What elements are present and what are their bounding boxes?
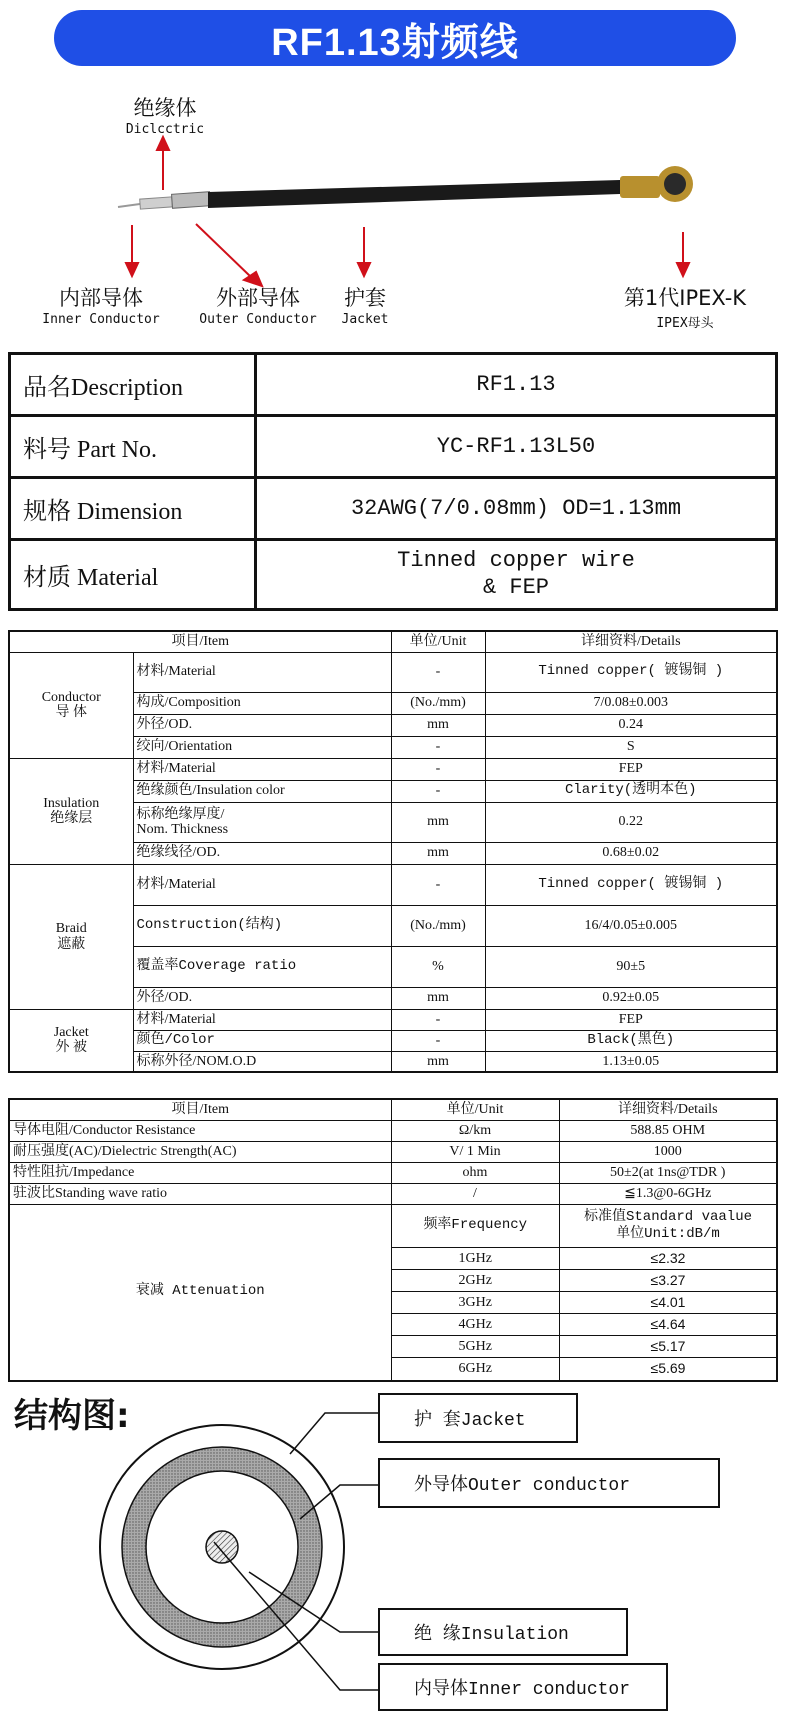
table-cell: 遮蔽 <box>57 936 86 952</box>
label-box-inner-conductor: 内导体Inner conductor <box>378 1663 668 1711</box>
table-cell: / <box>391 1183 559 1204</box>
table-cell: mm <box>391 987 485 1009</box>
table-cell: 材质 Material <box>10 540 256 610</box>
table-cell: 内部导体 <box>59 286 143 310</box>
table-cell: - <box>391 864 485 905</box>
table-cell: (No./mm) <box>391 905 485 946</box>
table-cell: - <box>391 758 485 780</box>
table-cell: 绝缘体 <box>133 96 197 120</box>
table-cell: 详细资料/Details <box>559 1099 777 1120</box>
table-cell: Outer Conductor <box>199 312 317 327</box>
table-cell: 16/4/0.05±0.005 <box>485 905 777 946</box>
table-cell: - <box>391 1009 485 1030</box>
label-jacket <box>330 282 400 327</box>
attenuation-table <box>392 1205 777 1380</box>
table-cell: - <box>391 652 485 692</box>
label-box-insulation: 绝 缘Insulation <box>378 1608 628 1656</box>
table-cell: 外径/OD. <box>133 987 391 1009</box>
table-cell: ≤5.69 <box>560 1358 777 1380</box>
table-cell: 耐压强度(AC)/Dielectric Strength(AC) <box>9 1141 391 1162</box>
table-cell: % <box>391 946 485 987</box>
electrical-table <box>8 1098 778 1382</box>
table-cell: IPEX母头 <box>656 316 714 331</box>
table-cell: Tinned copper wire <box>397 548 635 574</box>
table-cell: mm <box>391 714 485 736</box>
table-cell: 规格 Dimension <box>10 478 256 540</box>
table-cell: Jacket <box>341 312 389 327</box>
table-cell: 0.92±0.05 <box>485 987 777 1009</box>
table-cell: 7/0.08±0.003 <box>485 692 777 714</box>
page-title: RF1.13射频线 <box>271 21 519 64</box>
table-cell: Black(黑色) <box>485 1030 777 1051</box>
table-cell: ≤4.64 <box>560 1314 777 1336</box>
table-cell: RF1.13 <box>256 354 777 416</box>
table-cell: 单位Unit:dB/m <box>616 1225 720 1242</box>
spec-table <box>8 630 778 1073</box>
table-cell: 单位/Unit <box>391 631 485 652</box>
label-box-outer-conductor: 外导体Outer conductor <box>378 1458 720 1508</box>
table-row <box>10 354 777 416</box>
table-cell: ≤4.01 <box>560 1292 777 1314</box>
table-cell: V/ 1 Min <box>391 1141 559 1162</box>
label-outer-conductor <box>188 282 328 327</box>
label-dielectric <box>110 92 220 137</box>
table-cell: ≤3.27 <box>560 1270 777 1292</box>
table-cell: 绝缘线径/OD. <box>133 842 391 864</box>
table-cell: 外部导体 <box>216 286 300 310</box>
table-cell: 588.85 OHM <box>559 1120 777 1141</box>
attenuation-label: 衰减 Attenuation <box>9 1204 391 1381</box>
table-cell: 0.68±0.02 <box>485 842 777 864</box>
table-cell: S <box>485 736 777 758</box>
table-cell: 特性阻抗/Impedance <box>9 1162 391 1183</box>
table-cell: 品名Description <box>10 354 256 416</box>
table-cell: Construction(结构) <box>133 905 391 946</box>
table-cell: - <box>391 736 485 758</box>
table-cell: (No./mm) <box>391 692 485 714</box>
table-cell: mm <box>391 1051 485 1072</box>
table-cell: 颜色/Color <box>133 1030 391 1051</box>
table-cell: 50±2(at 1ns@TDR ) <box>559 1162 777 1183</box>
table-cell: 构成/Composition <box>133 692 391 714</box>
table-cell: 0.22 <box>485 802 777 842</box>
table-cell: 3GHz <box>392 1292 560 1314</box>
table-row <box>10 540 777 610</box>
table-cell: 第1代IPEX-K <box>623 286 747 310</box>
table-cell: 导 体 <box>55 705 87 720</box>
table-cell: Ω/km <box>391 1120 559 1141</box>
table-cell: 覆盖率Coverage ratio <box>133 946 391 987</box>
table-cell: 材料/Material <box>133 1009 391 1030</box>
table-row <box>10 416 777 478</box>
table-cell: ≤2.32 <box>560 1248 777 1270</box>
table-cell: mm <box>391 802 485 842</box>
table-cell: FEP <box>485 758 777 780</box>
table-cell: Insulation <box>43 795 100 811</box>
table-cell: - <box>391 780 485 802</box>
table-cell: Braid <box>55 921 87 937</box>
table-cell: YC-RF1.13L50 <box>256 416 777 478</box>
table-cell: mm <box>391 842 485 864</box>
table-cell: Clarity(透明本色) <box>485 780 777 802</box>
table-cell: ohm <box>391 1162 559 1183</box>
table-cell: Nom. Thickness <box>136 822 229 837</box>
table-cell: 1GHz <box>392 1248 560 1270</box>
structure-title: 结构图: <box>14 1396 130 1436</box>
table-cell: 0.24 <box>485 714 777 736</box>
table-cell: ≤5.17 <box>560 1336 777 1358</box>
table-cell: 1.13±0.05 <box>485 1051 777 1072</box>
title-banner <box>54 10 736 66</box>
label-connector <box>610 282 760 331</box>
table-cell: 项目/Item <box>9 1099 391 1120</box>
table-header-row <box>9 631 777 652</box>
table-cell: Conductor <box>41 689 101 705</box>
table-cell: Diclcctric <box>125 122 205 137</box>
table-cell: - <box>391 1030 485 1051</box>
table-cell: 材料/Material <box>133 758 391 780</box>
table-cell: 外 被 <box>55 1040 87 1056</box>
summary-table <box>8 352 778 611</box>
table-cell: Jacket <box>53 1024 89 1040</box>
table-cell: Inner Conductor <box>42 312 160 327</box>
table-cell: Tinned copper( 镀锡铜 ) <box>485 652 777 692</box>
table-cell: 标称绝缘厚度/ <box>136 806 225 822</box>
table-cell: 详细资料/Details <box>485 631 777 652</box>
table-cell: FEP <box>485 1009 777 1030</box>
table-cell: 90±5 <box>485 946 777 987</box>
table-cell: ≦1.3@0-6GHz <box>559 1183 777 1204</box>
table-cell: 频率Frequency <box>392 1205 560 1248</box>
table-cell: 2GHz <box>392 1270 560 1292</box>
table-cell: 标称外径/NOM.O.D <box>133 1051 391 1072</box>
table-cell: 绝缘颜色/Insulation color <box>133 780 391 802</box>
table-cell: 4GHz <box>392 1314 560 1336</box>
table-cell: 护套 <box>344 286 386 310</box>
table-cell: 料号 Part No. <box>10 416 256 478</box>
table-cell: & FEP <box>482 574 549 600</box>
table-cell: 导体电阻/Conductor Resistance <box>9 1120 391 1141</box>
table-cell: 单位/Unit <box>391 1099 559 1120</box>
table-cell: 5GHz <box>392 1336 560 1358</box>
table-cell: 材料/Material <box>133 652 391 692</box>
table-cell: 6GHz <box>392 1358 560 1380</box>
table-cell: 绞向/Orientation <box>133 736 391 758</box>
table-cell: 标准值Standard vaalue <box>583 1208 753 1225</box>
table-cell: 绝缘层 <box>50 811 93 826</box>
cable-photo <box>0 80 790 340</box>
table-cell: 项目/Item <box>9 631 391 652</box>
table-cell: Tinned copper( 镀锡铜 ) <box>485 864 777 905</box>
table-cell: 32AWG(7/0.08mm) OD=1.13mm <box>256 478 777 540</box>
table-cell: 1000 <box>559 1141 777 1162</box>
label-box-jacket: 护 套Jacket <box>378 1393 578 1443</box>
table-cell: 驻波比Standing wave ratio <box>9 1183 391 1204</box>
table-row <box>10 478 777 540</box>
label-inner-conductor <box>36 282 166 327</box>
table-cell: 材料/Material <box>133 864 391 905</box>
table-cell: 外径/OD. <box>133 714 391 736</box>
